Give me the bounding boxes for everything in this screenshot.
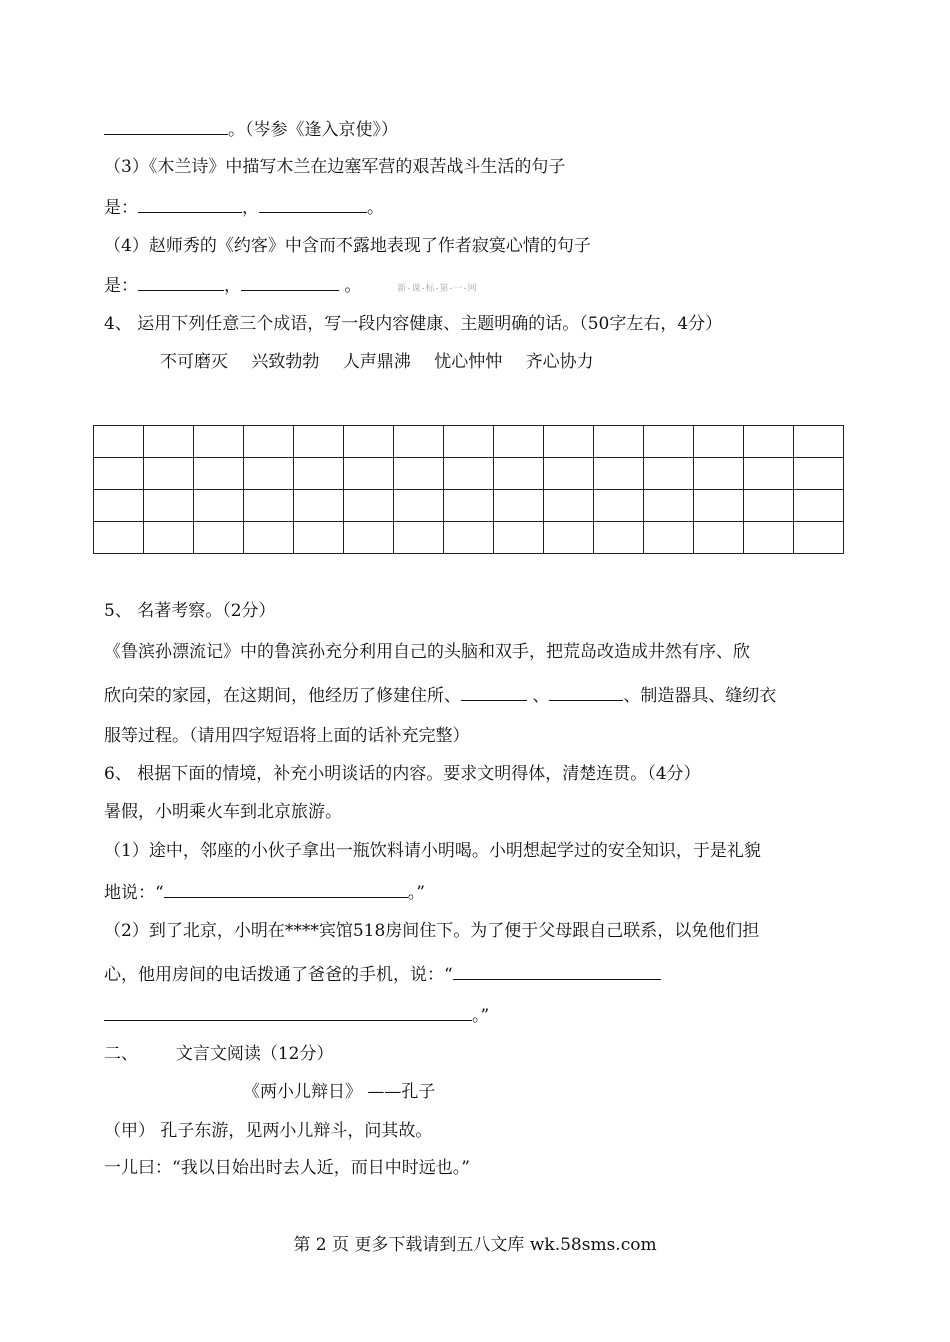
idiom: 不可磨灭 xyxy=(160,352,228,372)
grid-cell[interactable] xyxy=(494,458,544,490)
grid-cell[interactable] xyxy=(294,426,344,458)
answer-blank[interactable] xyxy=(549,683,623,701)
grid-cell[interactable] xyxy=(94,490,144,522)
grid-cell[interactable] xyxy=(144,522,194,554)
grid-cell[interactable] xyxy=(744,426,794,458)
passage-line-1: （甲） 孔子东游，见两小儿辩斗，问其故。 xyxy=(104,1121,433,1141)
grid-cell[interactable] xyxy=(194,490,244,522)
answer-blank[interactable] xyxy=(104,117,228,135)
question-5-text-blanks: 欣向荣的家园，在这期间，他经历了修建住所、 、 、制造器具、缝纫衣 xyxy=(104,683,776,708)
grid-cell[interactable] xyxy=(494,490,544,522)
grid-cell[interactable] xyxy=(194,426,244,458)
question-6: 6、 根据下面的情境，补充小明谈话的内容。要求文明得体，清楚连贯。（4分） xyxy=(104,764,701,784)
grid-cell[interactable] xyxy=(594,522,644,554)
answer-blank[interactable] xyxy=(241,273,339,291)
idiom: 齐心协力 xyxy=(525,352,594,372)
grid-cell[interactable] xyxy=(644,490,694,522)
answer-blank[interactable] xyxy=(104,1003,472,1021)
grid-cell[interactable] xyxy=(744,458,794,490)
grid-cell[interactable] xyxy=(644,522,694,554)
grid-cell[interactable] xyxy=(344,490,394,522)
grid-cell[interactable] xyxy=(794,426,844,458)
grid-row xyxy=(94,426,844,458)
grid-row xyxy=(94,458,844,490)
grid-cell[interactable] xyxy=(144,490,194,522)
grid-cell[interactable] xyxy=(444,490,494,522)
grid-cell[interactable] xyxy=(544,426,594,458)
grid-row xyxy=(94,522,844,554)
answer-blank[interactable] xyxy=(138,195,242,213)
question-6-part-1: （1）途中，邻座的小伙子拿出一瓶饮料请小明喝。小明想起学过的安全知识，于是礼貌 xyxy=(104,841,761,861)
idiom: 兴致勃勃 xyxy=(251,352,320,372)
grid-cell[interactable] xyxy=(244,490,294,522)
question-4-poem: （4）赵师秀的《约客》中含而不露地表现了作者寂寞心情的句子 xyxy=(104,236,591,256)
grid-cell[interactable] xyxy=(594,426,644,458)
grid-row xyxy=(94,490,844,522)
grid-cell[interactable] xyxy=(394,522,444,554)
question-6-part-2-answer-cont: 。” xyxy=(104,1003,489,1028)
grid-cell[interactable] xyxy=(94,426,144,458)
grid-cell[interactable] xyxy=(244,522,294,554)
question-6-scenario: 暑假，小明乘火车到北京旅游。 xyxy=(104,802,342,822)
idiom: 忧心忡忡 xyxy=(434,352,503,372)
question-5-instruction: 服等过程。（请用四字短语将上面的话补充完整） xyxy=(104,726,470,746)
grid-cell[interactable] xyxy=(494,522,544,554)
grid-cell[interactable] xyxy=(444,522,494,554)
answer-blank[interactable] xyxy=(138,273,224,291)
question-6-part-1-answer: 地说：“ 。” xyxy=(104,880,425,905)
grid-cell[interactable] xyxy=(144,426,194,458)
question-3-answer: 是： ， 。 xyxy=(104,195,384,220)
question-4-poem-answer: 是： ， 。 新-课-标-第-一-网 xyxy=(104,273,478,301)
grid-cell[interactable] xyxy=(744,490,794,522)
grid-cell[interactable] xyxy=(394,458,444,490)
question-3: （3）《木兰诗》中描写木兰在边塞军营的艰苦战斗生活的句子 xyxy=(104,157,566,177)
grid-cell[interactable] xyxy=(794,522,844,554)
grid-cell[interactable] xyxy=(294,490,344,522)
grid-cell[interactable] xyxy=(244,426,294,458)
grid-cell[interactable] xyxy=(794,458,844,490)
grid-cell[interactable] xyxy=(594,490,644,522)
grid-cell[interactable] xyxy=(694,522,744,554)
grid-cell[interactable] xyxy=(294,458,344,490)
grid-cell[interactable] xyxy=(644,458,694,490)
question-6-part-2: （2）到了北京，小明在****宾馆518房间住下。为了便于父母跟自己联系，以免他们担 xyxy=(104,921,760,941)
grid-cell[interactable] xyxy=(94,522,144,554)
answer-blank[interactable] xyxy=(461,683,527,701)
grid-cell[interactable] xyxy=(344,522,394,554)
page-footer: 第 2 页 更多下载请到五八文库 wk.58sms.com xyxy=(293,1235,657,1255)
grid-cell[interactable] xyxy=(644,426,694,458)
grid-cell[interactable] xyxy=(244,458,294,490)
answer-blank[interactable] xyxy=(453,962,661,980)
question-5: 5、 名著考察。（2分） xyxy=(104,601,276,621)
grid-cell[interactable] xyxy=(144,458,194,490)
idiom: 人声鼎沸 xyxy=(342,352,411,372)
grid-cell[interactable] xyxy=(544,458,594,490)
grid-cell[interactable] xyxy=(344,458,394,490)
grid-cell[interactable] xyxy=(794,490,844,522)
grid-cell[interactable] xyxy=(694,490,744,522)
line-poem-citation: 。（岑参《逢入京使》） xyxy=(104,117,398,142)
question-5-text: 《鲁滨孙漂流记》中的鲁滨孙充分利用自己的头脑和双手，把荒岛改造成井然有序、欣 xyxy=(104,642,750,662)
grid-cell[interactable] xyxy=(694,426,744,458)
answer-blank[interactable] xyxy=(164,880,408,898)
grid-cell[interactable] xyxy=(494,426,544,458)
grid-cell[interactable] xyxy=(344,426,394,458)
grid-cell[interactable] xyxy=(194,458,244,490)
grid-cell[interactable] xyxy=(394,426,444,458)
passage-title: 《两小儿辩日》 ——孔子 xyxy=(243,1082,436,1102)
grid-cell[interactable] xyxy=(544,490,594,522)
grid-cell[interactable] xyxy=(444,426,494,458)
grid-cell[interactable] xyxy=(394,490,444,522)
watermark: 新-课-标-第-一-网 xyxy=(397,284,478,294)
grid-cell[interactable] xyxy=(294,522,344,554)
answer-blank[interactable] xyxy=(259,195,367,213)
grid-cell[interactable] xyxy=(694,458,744,490)
writing-grid[interactable] xyxy=(93,425,844,554)
question-6-part-2-answer: 心，他用房间的电话拨通了爸爸的手机，说：“ xyxy=(104,962,661,987)
grid-cell[interactable] xyxy=(594,458,644,490)
passage-line-2: 一儿曰：“我以日始出时去人近，而日中时远也。” xyxy=(104,1158,470,1178)
grid-cell[interactable] xyxy=(744,522,794,554)
grid-cell[interactable] xyxy=(94,458,144,490)
grid-cell[interactable] xyxy=(194,522,244,554)
question-4: 4、 运用下列任意三个成语，写一段内容健康、主题明确的话。（50字左右，4分） xyxy=(104,314,723,334)
idiom-list xyxy=(160,350,612,374)
section-2-heading: 二、 文言文阅读（12分） xyxy=(104,1044,334,1064)
grid-cell[interactable] xyxy=(544,522,594,554)
grid-cell[interactable] xyxy=(444,458,494,490)
